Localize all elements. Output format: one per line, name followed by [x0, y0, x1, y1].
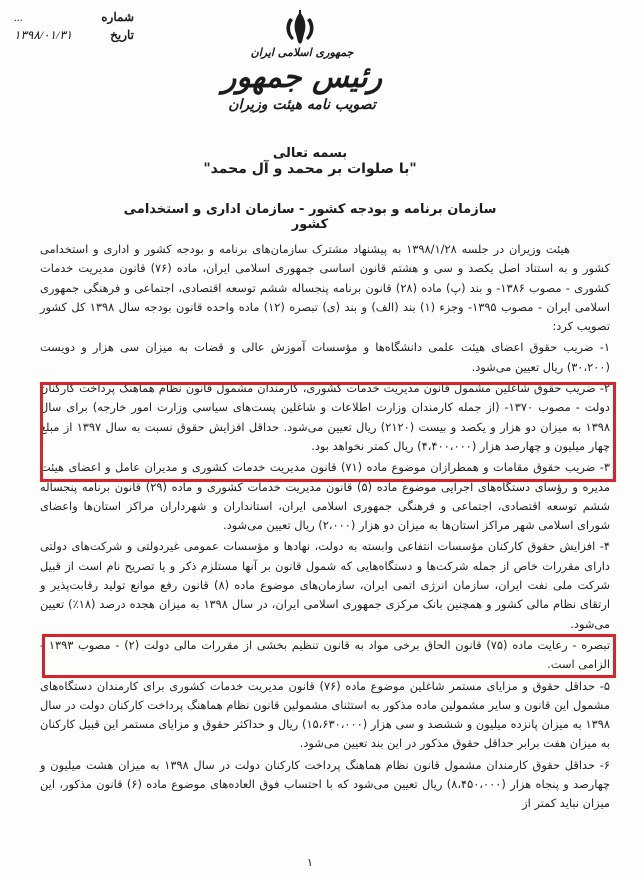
invocation: [160, 146, 460, 177]
president-title: رئیس جمهور: [221, 60, 383, 95]
country-name: جمهوری اسلامی ایران: [250, 46, 354, 59]
addressee: سازمان برنامه و بودجه کشور - سازمان اداری و استخدامی کشور: [123, 202, 497, 232]
reference-date-label: تاریخ: [110, 28, 134, 42]
clause-2: ۲- ضریب حقوق شاغلین مشمول قانون مدیریت خدمات کشوری، کارمندان مشمول قانون نظام هماهنگ پرداخت کارکنان دولت - مصوب ۱۳۷۰- (از جمله کارمندان وزارت اطلاعات و شاغلین پست‌های سیاسی وزارت امور خارجه) برای سال ۱۳۹۸ به میزان دو هزار و یکصد و بیست (۲۱۲۰) ریال تعیین می‌شود. حداقل افزایش حقوق نسبت به سال ۱۳۹۷ از مبلغ چهار میلیون و چهارصد هزار (۴،۴۰۰،۰۰۰) ریال کمتر نخواهد بود.: [40, 381, 610, 453]
reference-date-line: [14, 26, 134, 44]
clause-5: ۵- حداقل حقوق و مزایای مستمر شاغلین موضوع ماده (۷۶) قانون مدیریت خدمات کشوری برای کارمندان دستگاه‌های مشمول این قانون و سایر مشمولین ماده مذکور به استثنای مشمولین قانون نظام هماهنگ پرداخت کارکنان دولت در سال ۱۳۹۸ به میزان پانزده میلیون و ششصد و سی هزار (۱۵،۶۳۰،۰۰۰) ریال و حداکثر حقوق و مزایای مستمر این قبیل کارکنان به میزان هفت برابر حداقل حقوق مذکور در این بند تعیین می‌شود.: [40, 678, 611, 751]
cabinet-decree-title: تصویب نامه هیئت وزیران: [228, 97, 376, 113]
decree-body: [40, 240, 610, 816]
page-number: ۱: [307, 856, 313, 869]
reference-block: [14, 8, 134, 44]
invocation-line-1: بسمه تعالی: [272, 146, 348, 161]
invocation-line-2: "با صلوات بر محمد و آل محمد": [203, 161, 417, 177]
clause-4: ۴- افزایش حقوق کارکنان مؤسسات انتفاعی وابسته به دولت، نهادها و مؤسسات عمومی غیردولتی و شرکت‌های دولتی دارای مقررات خاص از جمله شرکت‌ها و دستگاه‌هایی که شمول قانون بر آنها مستلزم ذکر و یا تصریح نام است از قبیل شرکت ملی نفت ایران، سازمان انرژی اتمی ایران، سازمان‌های موضوع ماده (۸) قانون رفع موانع تولید رقابت‌پذیر و ارتقای نظام مالی کشور و همچنین بانک مرکزی جمهوری اسلامی ایران، در سال ۱۳۹۸ به میزان هجده درصد (۱۸٪) تعیین می‌شود.: [40, 539, 611, 631]
clause-4-note: تبصره - رعایت ماده (۷۵) قانون الحاق برخی مواد به قانون تنظیم بخشی از مقررات مالی دولت (۲) - مصوب ۱۳۹۳ - الزامی است.: [40, 637, 610, 672]
clause-1: ۱- ضریب حقوق اعضای هیئت علمی دانشگاه‌ها و مؤسسات آموزش عالی و قضات به میزان سی هزار و دویست (۳۰،۲۰۰) ریال تعیین می‌شود.: [40, 340, 610, 374]
clause-3: ۳- ضریب حقوق مقامات و همطرازان موضوع ماده (۷۱) قانون مدیریت خدمات کشوری و مدیران عامل و اعضای هیئت مدیره و رؤسای دستگاه‌های اجرایی موضوع ماده (۵) قانون مدیریت خدمات کشوری و ماده (۲۹) قانون برنامه پنجساله ششم توسعه اقتصادی، اجتماعی و فرهنگی جمهوری اسلامی ایران، استانداران و شهرداران مراکز استان‌ها واعضای شورای اسلامی شهر مراکز استان‌ها به میزان دو هزار (۲،۰۰۰) ریال تعیین می‌شود.: [40, 460, 610, 533]
clause-6: ۶- حداقل حقوق کارمندان مشمول قانون نظام هماهنگ پرداخت کارکنان دولت در سال ۱۳۹۸ به میزان هشت میلیون و چهارصد و پنجاه هزار (۸،۴۵۰،۰۰۰) ریال تعیین می‌شود که با احتساب فوق العاده‌های موضوع ماده (۶) قانون مذکور، این میزان نباید کمتر از: [40, 757, 611, 811]
highlight-box-clause-4: [42, 634, 616, 678]
decree-preamble: هیئت وزیران در جلسه ۱۳۹۸/۱/۲۸ به پیشنهاد مشترک سازمان‌های برنامه و بودجه کشور و اداری و استخدامی کشور و به استناد اصل یکصد و سی و هشتم قانون اساسی جمهوری اسلامی ایران، ماده (۷۶) قانون مدیریت خدمات کشوری - مصوب ۱۳۸۶- و بند (پ) ماده (۲۸) قانون برنامه پنجساله ششم توسعه اقتصادی، اجتماعی و فرهنگی جمهوری اسلامی ایران - مصوب ۱۳۹۵- وجزء (۱) بند (الف) و بند (ی) تبصره (۱۲) ماده واحده قانون بودجه سال ۱۳۹۸ کل کشور تصویب کرد:: [40, 242, 611, 334]
letterhead: [200, 46, 404, 113]
reference-date-value: ۱۳۹۸/۰۱/۳۱: [14, 28, 73, 42]
reference-number-line: [14, 8, 134, 26]
reference-number-value: ...: [14, 10, 23, 24]
highlight-box-clause-2: [40, 382, 616, 482]
reference-number-label: شماره: [101, 10, 134, 24]
iran-emblem-icon: [278, 8, 322, 48]
